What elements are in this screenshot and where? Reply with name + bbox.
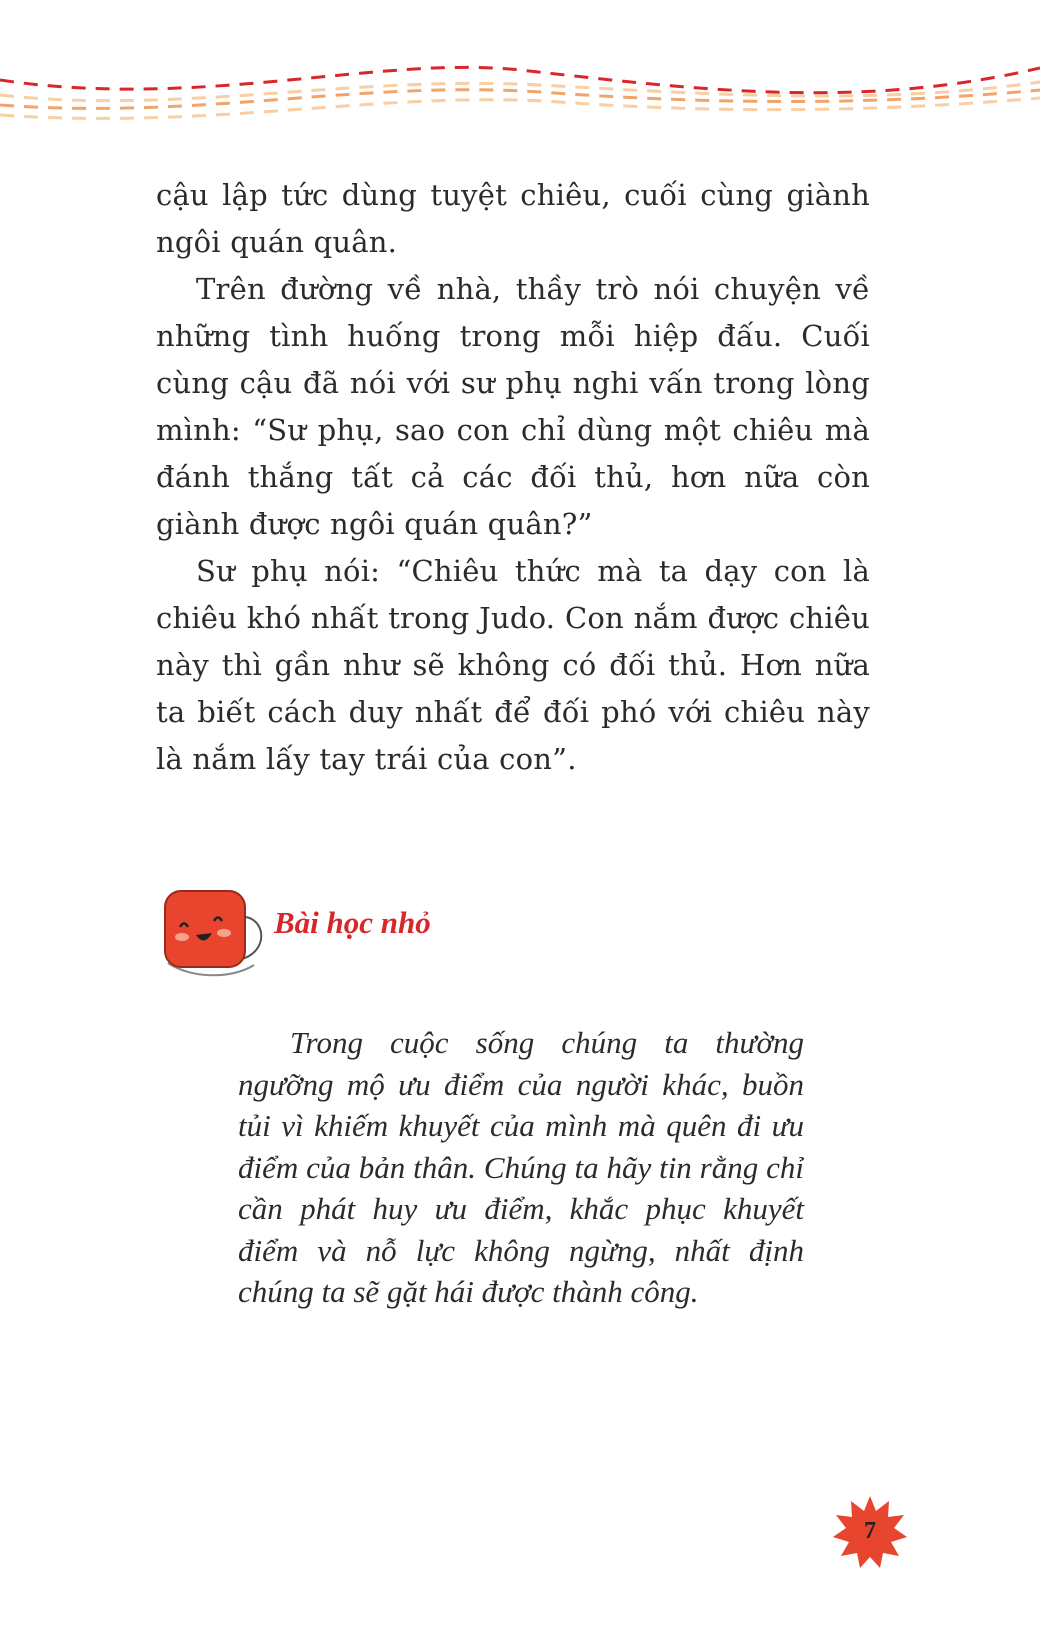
paragraph-2: Trên đường về nhà, thầy trò nói chuyện về những tình huống trong mỗi hiệp đấu. Cuối cùng cậu đã nói với sư phụ nghi vấn trong lòng mình: “Sư phụ, sao con chỉ dùng một chiêu mà đánh thắng tất cả các đối thủ, hơn nữa còn giành được ngôi quán quân?” (156, 272, 870, 541)
paragraph-1: cậu lập tức dùng tuyệt chiêu, cuối cùng giành ngôi quán quân. (156, 178, 870, 259)
page-number: 7 (864, 1518, 876, 1544)
decorative-wavy-dashes (0, 60, 1040, 140)
lesson-paragraph: Trong cuộc sống chúng ta thường ngưỡng mộ ưu điểm của người khác, buồn tủi vì khiếm khuyết của mình mà quên đi ưu điểm của bản thân. Chúng ta hãy tin rằng chỉ cần phát huy ưu điểm, khắc phục khuyết điểm và nỗ lực không ngừng, nhất định chúng ta sẽ gặt hái được thành công. (238, 1025, 804, 1309)
paragraph-3: Sư phụ nói: “Chiêu thức mà ta dạy con là chiêu khó nhất trong Judo. Con nắm được chiêu này thì gần như sẽ không có đối thủ. Hơn nữa ta biết cách duy nhất để đối phó với chiêu này là nắm lấy tay trái của con”. (156, 554, 870, 776)
page-number-badge (833, 1494, 907, 1568)
smiling-cup-mascot-icon (162, 885, 272, 985)
lesson-text (238, 1022, 804, 1313)
lesson-header (162, 885, 482, 995)
story-text (156, 172, 870, 783)
lesson-title: Bài học nhỏ (274, 905, 431, 940)
